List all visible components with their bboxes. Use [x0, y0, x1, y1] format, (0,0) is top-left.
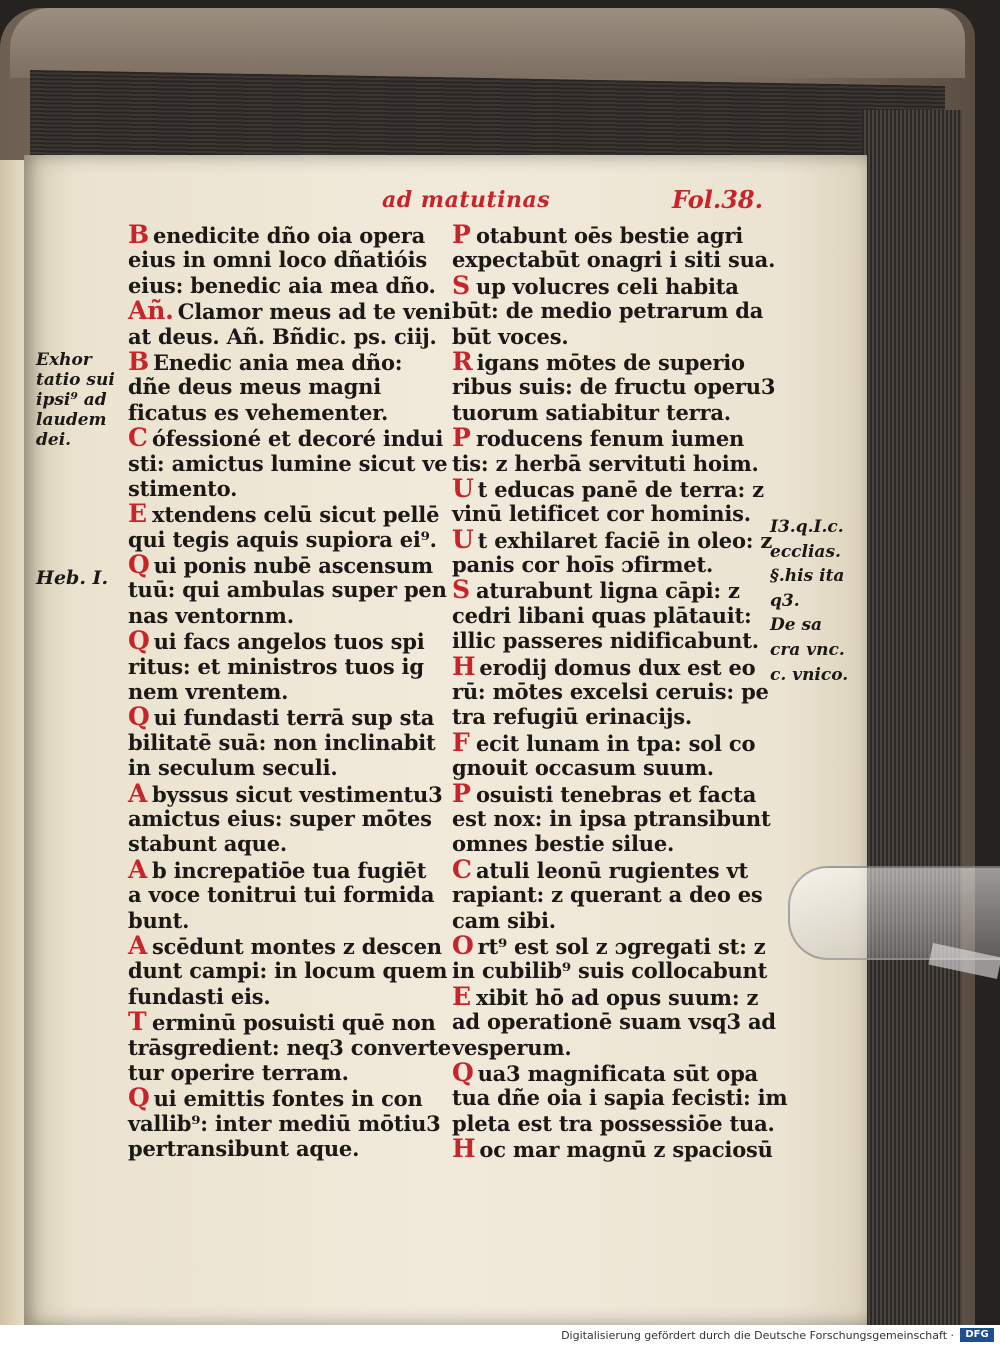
line-text: t educas panē de terra: z: [477, 476, 764, 502]
rubricated-initial: B: [128, 220, 149, 249]
right-text-column: [452, 220, 788, 1164]
line-text: in seculum seculi.: [128, 755, 338, 781]
text-line: [452, 603, 770, 628]
text-line: [128, 654, 443, 679]
line-text: roducens fenum iumen: [476, 426, 745, 452]
line-text: Clamor meus ad te veni: [177, 299, 451, 325]
text-line: [452, 324, 770, 349]
text-line: [128, 450, 448, 476]
text-line: [128, 577, 447, 603]
margin-note-right: [770, 515, 848, 687]
line-text: osuisti tenebras et facta: [476, 781, 757, 807]
text-line: [452, 882, 770, 907]
rubricated-initial: C: [128, 423, 148, 453]
text-line: [452, 501, 770, 526]
line-text: ui emittis fontes in con: [153, 1086, 423, 1112]
line-text: byssus sicut vestimentu3: [152, 781, 443, 807]
rubricated-initial: Q: [128, 626, 150, 656]
margin-note-line: §.his ita: [770, 566, 845, 587]
text-line: [128, 324, 443, 349]
line-text: expectabūt onagri i siti sua.: [452, 247, 776, 273]
text-line: [452, 552, 770, 577]
text-line: [452, 806, 770, 831]
text-line: [128, 984, 443, 1009]
line-text: rt⁹ est sol z ɔgregati st: z: [477, 933, 766, 959]
rubricated-initial: Q: [452, 1057, 474, 1087]
text-line: [452, 651, 770, 681]
line-text: gnouit occasum suum.: [452, 755, 714, 781]
line-text: igans mōtes de superio: [476, 349, 745, 375]
text-line: [128, 550, 443, 580]
line-text: amictus eius: super mōtes: [128, 805, 432, 831]
text-line: [452, 930, 770, 960]
text-line: [452, 524, 773, 554]
line-text: sti: amictus lumine sicut ve: [128, 450, 448, 476]
text-line: [452, 755, 770, 780]
line-text: ui facs angelos tuos spi: [153, 629, 425, 655]
line-text: erodij domus dux est eo: [479, 654, 756, 680]
margin-note-line: laudem: [36, 410, 107, 430]
text-line: [452, 854, 770, 884]
line-text: atuli leonū rugientes vt: [476, 857, 748, 883]
text-line: [128, 755, 443, 780]
text-line: [128, 1111, 443, 1136]
line-text: ritus: et ministros tuos ig: [128, 653, 424, 679]
line-text: eius in omni loco dñatióis: [128, 247, 428, 273]
rubricated-initial: S: [452, 270, 470, 300]
text-line: [452, 1035, 770, 1060]
text-line: [452, 270, 770, 300]
line-text: otabunt oēs bestie agri: [476, 223, 743, 248]
text-line: [128, 423, 444, 453]
text-line: [128, 626, 443, 656]
text-line: [452, 575, 770, 605]
line-text: rapiant: z querant a deo es: [452, 882, 763, 908]
text-line: [452, 423, 770, 453]
rubricated-initial: A: [128, 854, 148, 884]
text-line: [452, 451, 770, 476]
text-line: [128, 247, 443, 272]
text-line: [452, 247, 776, 273]
margin-note-line: ipsi⁹ ad: [36, 390, 107, 410]
text-line: [128, 499, 443, 529]
text-line: [452, 298, 770, 323]
text-line: [452, 958, 770, 983]
line-text: est nox: in ipsa ptransibunt: [452, 805, 771, 831]
rubricated-initial: P: [452, 220, 471, 249]
text-line: [452, 1085, 788, 1111]
line-text: t exhilaret faciē in oleo: z: [477, 527, 773, 553]
dfg-logo: DFG: [960, 1328, 994, 1342]
text-line: [452, 908, 770, 933]
line-text: ad operationē suam vsq3 ad: [452, 1009, 776, 1035]
margin-note-left-2: Heb. I.: [36, 567, 109, 589]
line-text: Enedic ania mea dño:: [152, 349, 403, 375]
line-text: in cubilib⁹ suis collocabunt: [452, 958, 768, 984]
text-line: [452, 831, 770, 856]
line-text: oc mar magnū z spaciosū: [479, 1137, 773, 1163]
line-text: enedicite dño oia opera: [152, 223, 426, 248]
text-line: [128, 603, 443, 628]
text-line: [452, 778, 770, 808]
text-line: [128, 730, 443, 755]
line-text: ófessioné et decoré indui: [152, 426, 444, 452]
text-line: [452, 374, 776, 400]
rubricated-initial: Q: [128, 550, 150, 580]
rubricated-initial: F: [452, 727, 470, 757]
line-text: aturabunt ligna cāpi: z: [476, 578, 740, 604]
line-text: tuorum satiabitur terra.: [452, 399, 731, 425]
text-line: [452, 222, 770, 247]
text-line: [128, 930, 443, 960]
text-line: [128, 882, 443, 907]
text-line: [128, 1060, 443, 1085]
margin-note-left-1: [36, 350, 115, 450]
line-text: ua3 magnificata sūt opa: [477, 1060, 758, 1086]
line-text: ribus suis: de fructu operu3: [452, 374, 776, 400]
text-line: [128, 296, 451, 326]
book-cover-top-edge: [10, 8, 965, 78]
margin-note-line: Exhor: [36, 350, 92, 370]
text-line: [128, 806, 443, 831]
line-text: stabunt aque.: [128, 831, 287, 857]
line-text: būt: de medio petrarum da: [452, 298, 764, 324]
text-line: [128, 831, 443, 856]
facing-page-edge: [0, 160, 26, 1325]
rubricated-initial: H: [452, 1134, 476, 1164]
text-line: [452, 628, 770, 653]
line-text: tis: z herbā servituti hoim.: [452, 450, 759, 476]
text-line: [452, 727, 770, 757]
text-line: [452, 1057, 770, 1087]
margin-note-line: q3.: [770, 590, 800, 611]
line-text: scēdunt montes z descen: [152, 933, 442, 959]
line-text: panis cor hoīs ɔfirmet.: [452, 552, 714, 578]
page-stack-fore-edge: [862, 110, 962, 1325]
line-text: cedri libani quas plātauit:: [452, 602, 752, 628]
text-line: [452, 1110, 775, 1136]
rubricated-initial: A: [128, 778, 148, 808]
line-text: vallib⁹: inter mediū mōtiu3: [128, 1110, 441, 1136]
glass-page-clamp: [788, 866, 1000, 960]
rubricated-initial: A: [128, 930, 148, 960]
line-text: at deus. Añ. Bñdic. ps. ciij.: [128, 323, 437, 349]
rubricated-initial: E: [452, 981, 471, 1011]
text-line: [452, 1134, 773, 1164]
text-line: [128, 679, 443, 704]
margin-note-line: c. vnico.: [770, 664, 849, 685]
rubricated-initial: R: [452, 346, 473, 376]
margin-note-line: De sa: [770, 615, 823, 636]
text-line: [128, 1034, 451, 1060]
line-text: erminū posuisti quē non: [152, 1010, 436, 1036]
text-line: [128, 273, 443, 298]
line-text: tra refugiū erinacijs.: [452, 704, 693, 730]
line-text: nem vrentem.: [128, 679, 289, 705]
text-line: [128, 854, 443, 884]
rubricated-initial: B: [128, 346, 149, 376]
line-text: pertransibunt aque.: [128, 1136, 360, 1162]
text-line: [128, 778, 443, 808]
line-text: tua dñe oia i sapia fecisti: im: [452, 1085, 788, 1111]
line-text: rū: mōtes excelsi ceruis: pe: [452, 679, 769, 705]
text-line: [128, 222, 443, 247]
line-text: tur operire terram.: [128, 1059, 349, 1085]
text-line: [128, 1007, 443, 1037]
line-text: ecit lunam in tpa: sol co: [476, 730, 756, 756]
rubricated-initial: U: [452, 473, 474, 503]
text-line: [128, 702, 443, 732]
footer-credit: Digitalisierung gefördert durch die Deutsche Forschungsgemeinschaft ·: [561, 1329, 954, 1342]
rubricated-initial: C: [452, 854, 472, 884]
left-text-column: [128, 220, 451, 1162]
text-line: [128, 346, 443, 376]
folio-number: Fol.38.: [672, 185, 763, 214]
footer-bar: [0, 1325, 1000, 1347]
rubricated-initial: H: [452, 651, 476, 681]
line-text: a voce tonitrui tui formida: [128, 882, 435, 908]
margin-note-line: tatio sui: [36, 370, 115, 390]
line-text: tuū: qui ambulas super pen: [128, 577, 447, 603]
text-line: [128, 1136, 443, 1161]
text-line: [452, 400, 770, 425]
line-text: pleta est tra possessiōe tua.: [452, 1110, 775, 1136]
text-line: [128, 400, 443, 425]
running-head: ad matutinas: [382, 187, 551, 213]
margin-note-line: ecclias.: [770, 541, 841, 562]
line-text: xibit hō ad opus suum: z: [476, 984, 759, 1010]
line-text: trāsgredient: neq3 converte: [128, 1034, 451, 1060]
text-line: [128, 476, 443, 501]
line-text: xtendens celū sicut pellē: [152, 502, 440, 528]
line-text: bilitatē suā: non inclinabit: [128, 729, 436, 755]
line-text: būt voces.: [452, 323, 569, 349]
text-line: [452, 473, 770, 503]
line-text: omnes bestie silue.: [452, 831, 675, 857]
line-text: illic passeres nidificabunt.: [452, 628, 759, 654]
text-line: [452, 981, 770, 1011]
line-text: up volucres celi habita: [476, 273, 739, 299]
rubricated-initial: S: [452, 575, 470, 605]
line-text: stimento.: [128, 475, 238, 501]
text-line: [128, 908, 443, 933]
rubricated-initial: O: [452, 930, 474, 960]
line-text: ui fundasti terrā sup sta: [153, 705, 435, 731]
text-line: [452, 704, 770, 729]
margin-note-line: cra vnc.: [770, 639, 845, 660]
line-text: b increpatiōe tua fugiēt: [152, 857, 427, 883]
line-text: vesperum.: [452, 1034, 572, 1060]
rubricated-initial: Q: [128, 1083, 150, 1113]
margin-note-line: dei.: [36, 430, 72, 450]
text-line: [452, 1009, 776, 1035]
text-line: [128, 1083, 443, 1113]
margin-note-line: I3.q.I.c.: [770, 517, 844, 537]
rubricated-initial: Q: [128, 702, 150, 732]
rubricated-initial: U: [452, 524, 474, 554]
rubricated-initial: P: [452, 423, 471, 453]
line-text: bunt.: [128, 907, 190, 933]
line-text: eius: benedic aia mea dño.: [128, 272, 436, 298]
line-text: ui ponis nubē ascensum: [153, 553, 433, 579]
line-text: ficatus es vehementer.: [128, 399, 389, 425]
line-text: cam sibi.: [452, 907, 556, 933]
line-text: dñe deus meus magni: [128, 374, 382, 400]
rubricated-initial: T: [128, 1007, 147, 1037]
text-line: [452, 346, 770, 376]
text-line: [128, 527, 443, 552]
text-line: [128, 374, 443, 399]
line-text: qui tegis aquis supiora ei⁹.: [128, 526, 437, 552]
text-line: [128, 958, 448, 984]
line-text: nas ventornm.: [128, 602, 294, 628]
rubricated-initial: P: [452, 778, 471, 808]
line-text: fundasti eis.: [128, 983, 271, 1009]
rubricated-initial: Añ.: [128, 296, 174, 326]
line-text: vinū letificet cor hominis.: [452, 501, 751, 527]
rubricated-initial: E: [128, 499, 147, 529]
text-line: [452, 679, 770, 704]
line-text: dunt campi: in locum quem: [128, 958, 448, 984]
